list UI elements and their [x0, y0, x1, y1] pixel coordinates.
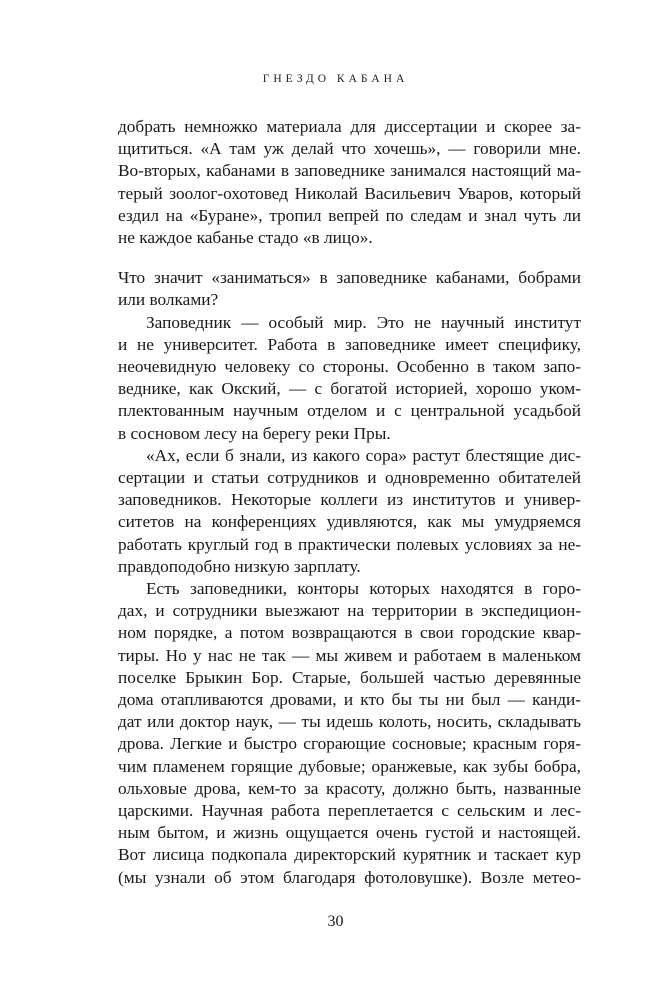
text-line: ольховые дрова, кем-то за красоту, должно быть, названные: [118, 778, 581, 798]
text-line: Есть заповедники, конторы которых находятся в горо-: [146, 579, 581, 598]
text-line: добрать немножко материала для диссертации и скорее за-: [118, 117, 581, 136]
text-line: дат или доктор наук, — ты идешь колоть, носить, складывать: [118, 712, 581, 732]
text-line: тиры. Но у нас не так — мы живем и работаем в маленьком: [118, 645, 581, 665]
text-line: работать круглый год в практически полевых условиях за не-: [118, 534, 581, 554]
text-line: терый зоолог-охотовед Николай Васильевич Уваров, который: [118, 183, 581, 203]
text-line: «Ах, если б знали, из какого сора» растут блестящие дис-: [146, 445, 581, 465]
text-line: в сосновом лесу на берегу реки Пры.: [118, 423, 391, 443]
text-line: веднике, как Окский, — с богатой историей, хорошо уком-: [118, 379, 581, 399]
text-line: Что значит «заниматься» в заповеднике кабанами, бобрами: [118, 268, 581, 288]
text-line: щититься. «А там уж делай что хочешь», — говорили мне.: [118, 139, 581, 159]
text-line: чим пламенем горящие дубовые; оранжевые, как зубы бобра,: [118, 756, 581, 776]
running-header: ГНЕЗДО КАБАНА: [262, 73, 409, 85]
text-line: или волками?: [118, 290, 219, 310]
text-line: дах, и сотрудники выезжают на территории в экспедицион-: [118, 601, 581, 621]
text-line: заповедников. Некоторые коллеги из институтов и универ-: [118, 490, 581, 510]
text-line: ездил на «Буране», тропил вепрей по следам и знал чуть ли: [118, 205, 581, 225]
text-line: правдоподобно низкую зарплату.: [118, 556, 361, 576]
text-line: Заповедник — особый мир. Это не научный институт: [146, 312, 581, 332]
text-line: дрова. Легкие и быстро сгорающие сосновые; красным горя-: [118, 734, 581, 754]
page-number: 30: [327, 913, 344, 930]
text-line: не каждое кабанье стадо «в лицо».: [118, 228, 373, 247]
text-line: Во-вторых, кабанами в заповеднике занимался настоящий ма-: [118, 161, 581, 181]
text-line: царскими. Научная работа переплетается с сельским и лес-: [118, 801, 581, 820]
text-line: Вот лисица подкопала директорский курятник и таскает кур: [118, 845, 581, 865]
text-line: неочевидную человеку со стороны. Особенно в таком запо-: [118, 357, 581, 376]
text-line: (мы узнали об этом благодаря фотоловушке). Возле метео-: [118, 867, 581, 887]
text-line: ным бытом, и жизнь ощущается очень густой и настоящей.: [118, 823, 581, 843]
text-line: сертации и статьи сотрудников и одновременно обитателей: [118, 468, 581, 487]
text-line: дома отапливаются дровами, и кто бы ты ни был — канди-: [118, 690, 581, 709]
text-line: и не университет. Работа в заповеднике имеет специфику,: [118, 334, 581, 354]
text-line: ситетов на конференциях удивляются, как мы умудряемся: [118, 512, 581, 532]
text-line: поселке Брыкин Бор. Старые, большей частью деревянные: [118, 667, 581, 687]
text-line: ном порядке, а потом возвращаются в свои городские квар-: [118, 623, 581, 643]
text-line: плектованным научным отделом и с центральной усадьбой: [118, 401, 581, 421]
